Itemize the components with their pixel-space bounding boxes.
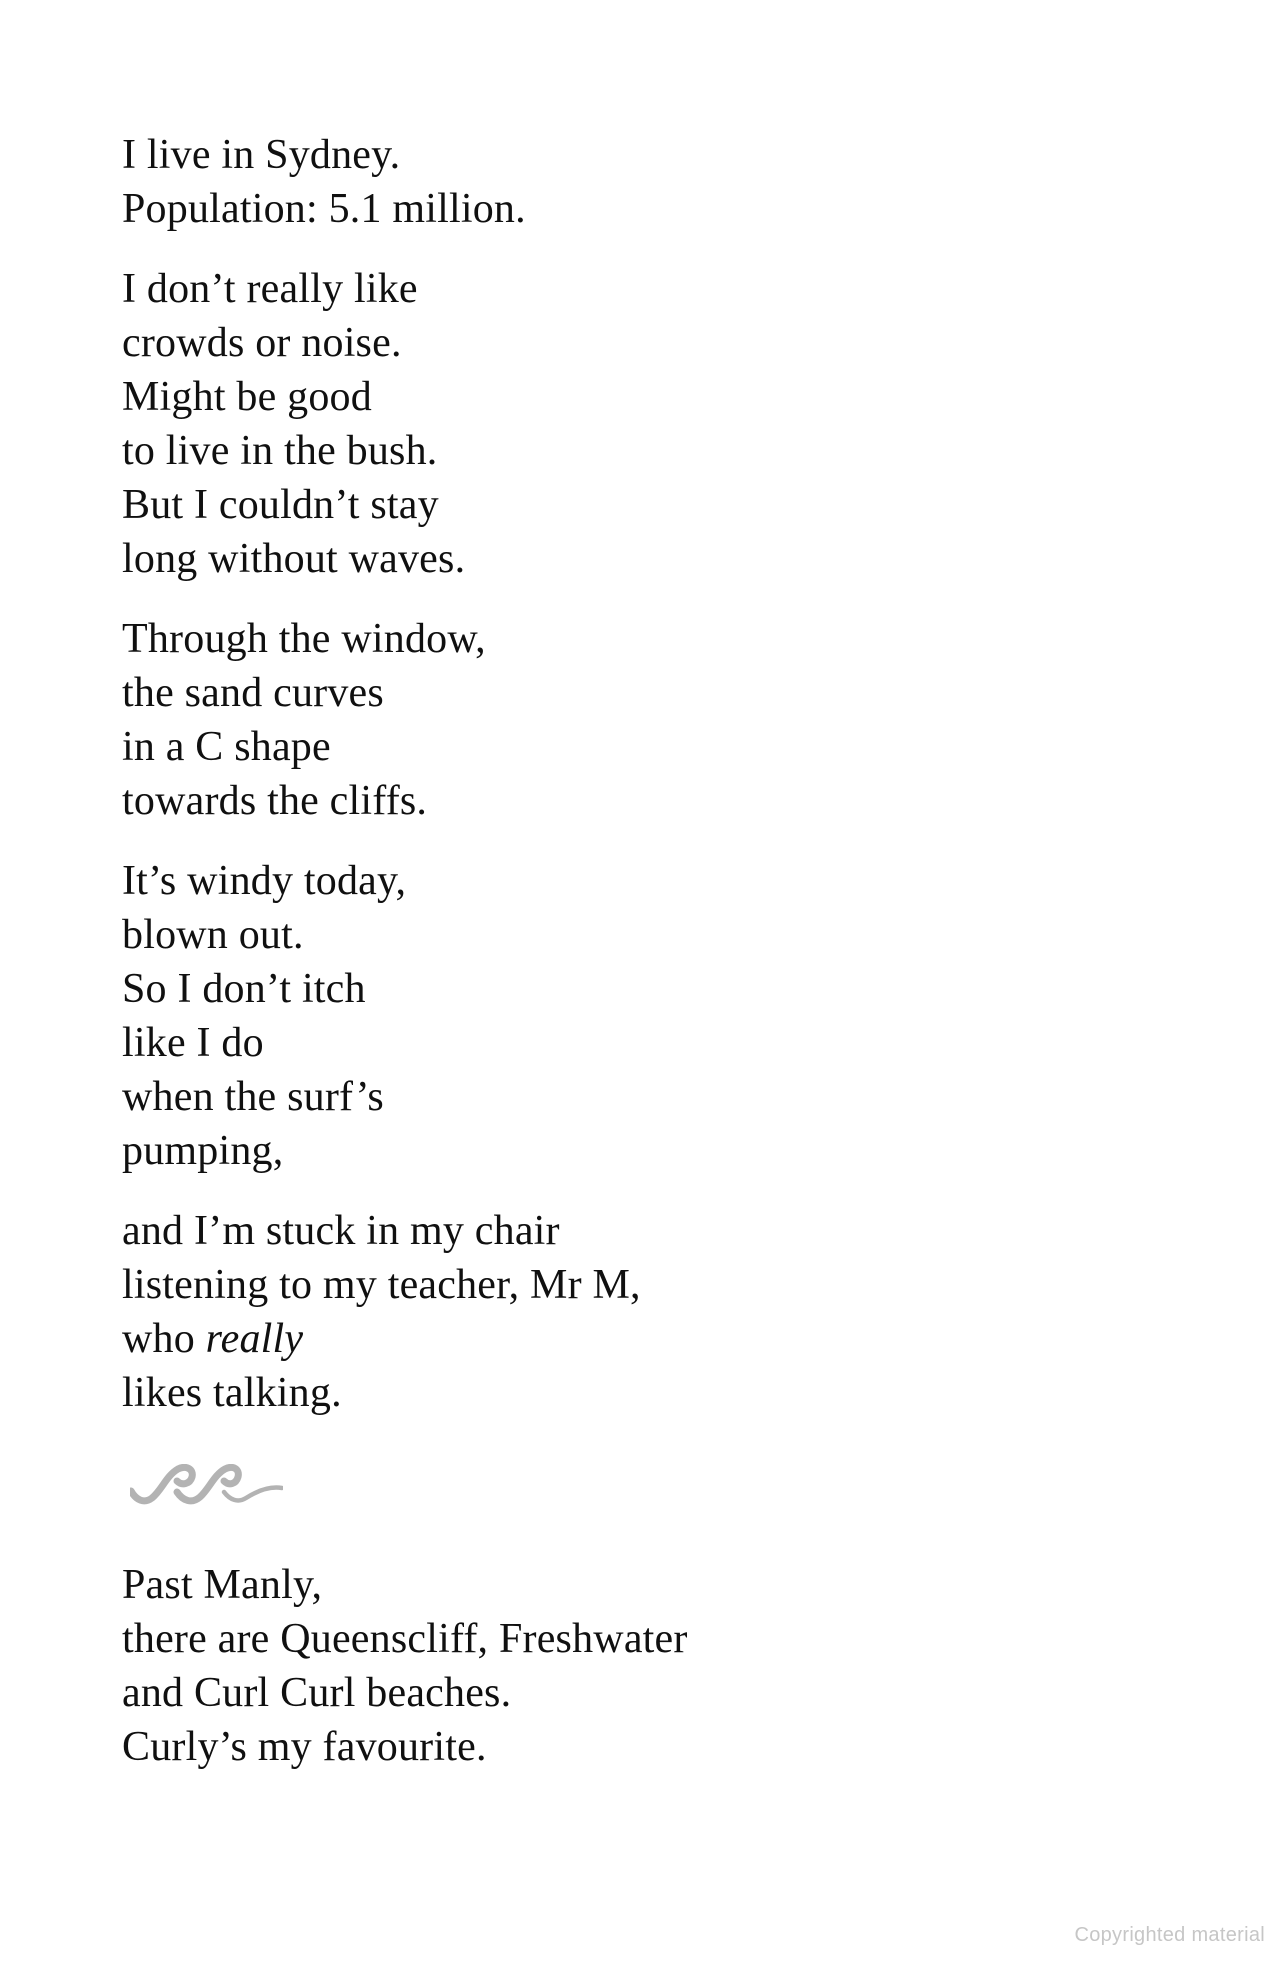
poem-line: and Curl Curl beaches. xyxy=(122,1670,512,1716)
poem-line: the sand curves xyxy=(122,670,384,716)
poem-line-italic-word: really xyxy=(205,1316,304,1362)
poem-line-roman-part: who xyxy=(122,1316,206,1362)
stanza-5 xyxy=(122,1204,688,1420)
stanza-6 xyxy=(122,1558,688,1774)
poem-line: Curly’s my favourite. xyxy=(122,1724,487,1770)
poem-line: to live in the bush. xyxy=(122,428,438,474)
poem-line: Might be good xyxy=(122,374,372,420)
poem-line: But I couldn’t stay xyxy=(122,482,439,528)
poem-line: like I do xyxy=(122,1020,264,1066)
poem-line: listening to my teacher, Mr M, xyxy=(122,1262,641,1308)
poem-line: I don’t really like xyxy=(122,266,418,312)
wave-ornament xyxy=(130,1464,688,1506)
poem-line: there are Queenscliff, Freshwater xyxy=(122,1616,688,1662)
poem-line: in a C shape xyxy=(122,724,331,770)
poem-line: long without waves. xyxy=(122,536,466,582)
stanza-4 xyxy=(122,854,688,1178)
stanza-3 xyxy=(122,612,688,828)
poem-line: likes talking. xyxy=(122,1370,342,1416)
poem-line: pumping, xyxy=(122,1128,284,1174)
wave-ornament-icon xyxy=(130,1464,283,1506)
poem-line: It’s windy today, xyxy=(122,858,407,904)
poem-line: I live in Sydney. xyxy=(122,132,401,178)
poem-line: Through the window, xyxy=(122,616,486,662)
poem-line: when the surf’s xyxy=(122,1074,384,1120)
poem-line: Population: 5.1 million. xyxy=(122,186,526,232)
poem-line: blown out. xyxy=(122,912,304,958)
stanza-2 xyxy=(122,262,688,586)
poem-line: Past Manly, xyxy=(122,1562,323,1608)
poem-text xyxy=(122,128,688,1800)
poem-line: crowds or noise. xyxy=(122,320,402,366)
poem-line: towards the cliffs. xyxy=(122,778,428,824)
wave-tail-path xyxy=(224,1488,282,1501)
poem-line xyxy=(122,1312,688,1366)
poem-line: and I’m stuck in my chair xyxy=(122,1208,560,1254)
stanza-1 xyxy=(122,128,688,236)
copyright-watermark: Copyrighted material xyxy=(1074,1924,1265,1946)
poem-line: So I don’t itch xyxy=(122,966,366,1012)
